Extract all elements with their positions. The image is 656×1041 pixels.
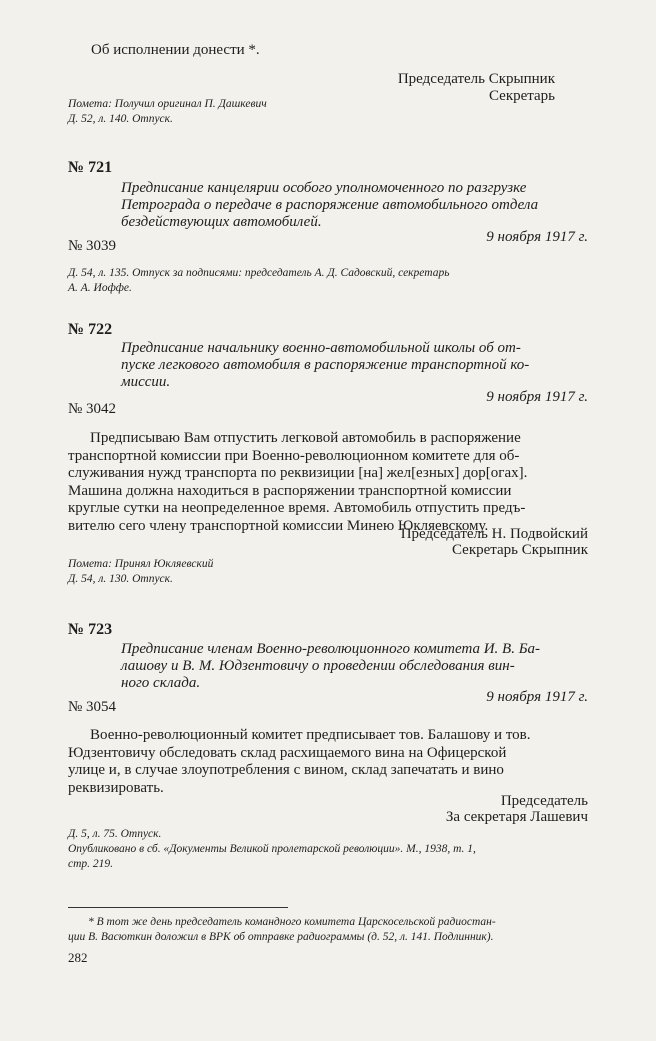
- footnote-divider: [68, 907, 288, 908]
- document-body: Предписываю Вам отпустить легковой автомобиль в распоряжение транспортной комиссии при Военно-революционном комитете для об- служивания нужд транспорта по реквизиции [на] жел[езных] дор[огах]. Машина должна находиться в распоряжении транспортной комиссии круглые сутки на неопределенное время. Автомобиль отпустить предъ- вителю сего члену транспортной комиссии Минею Юкляевскому.: [68, 430, 528, 534]
- document-title: Предписание канцелярии особого уполномоченного по разгрузке Петрограда о передаче в распоряжение автомобильного отдела бездействующих автомобилей.: [121, 180, 539, 230]
- signature-secretary: Секретарь Скрыпник: [451, 542, 588, 558]
- document-number: № 721: [68, 159, 113, 176]
- document-body: Военно-революционный комитет предписывает тов. Балашову и тов. Юдзентовичу обследовать склад расхищаемого вина на Офицерской улице и, в случае злоупотребления с вином, склад запечатать и вино реквизировать.: [68, 727, 531, 796]
- archive-note: Помета: Принял Юкляевский: [68, 558, 214, 570]
- archive-reference: Д. 5, л. 75. Отпуск.: [68, 828, 162, 840]
- footnote: * В тот же день председатель командного комитета Царскосельской радиостан- ции В. Васюткин доложил в ВРК об отправке радиограммы (д. 52, л. 141. Подлинник).: [68, 916, 496, 943]
- signature-secretary: Секретарь: [488, 88, 555, 104]
- signature-chairman: Председатель: [500, 793, 588, 809]
- archive-reference: Д. 54, л. 135. Отпуск за подписями: председатель А. Д. Садовский, секретарь А. А. Иоффе.: [68, 267, 450, 294]
- document-title: Предписание членам Военно-революционного комитета И. В. Ба- лашову и В. М. Юдзентовичу о проведении обследования вин- ного склада.: [121, 641, 541, 691]
- signature-chairman: Председатель Н. Подвойский: [400, 526, 588, 542]
- document-date: 9 ноября 1917 г.: [486, 229, 588, 245]
- registration-number: № 3054: [68, 699, 117, 715]
- archive-note: Помета: Получил оригинал П. Дашкевич: [68, 98, 267, 110]
- registration-number: № 3042: [68, 401, 117, 417]
- archive-reference: Д. 52, л. 140. Отпуск.: [68, 113, 173, 125]
- page-number: 282: [68, 950, 88, 965]
- document-title: Предписание начальнику военно-автомобильной школы об от- пуске легкового автомобиля в распоряжение транспортной ко- миссии.: [121, 340, 530, 390]
- registration-number: № 3039: [68, 238, 117, 254]
- signature-chairman: Председатель Скрыпник: [397, 71, 555, 87]
- document-number: № 722: [68, 321, 113, 338]
- document-date: 9 ноября 1917 г.: [486, 689, 588, 705]
- archive-reference: Д. 54, л. 130. Отпуск.: [68, 573, 173, 585]
- document-number: № 723: [68, 621, 113, 638]
- publication-reference: Опубликовано в сб. «Документы Великой пролетарской революции». М., 1938, т. 1, стр. 219.: [68, 843, 476, 870]
- document-date: 9 ноября 1917 г.: [486, 389, 588, 405]
- closing-line: Об исполнении донести *.: [91, 42, 260, 58]
- signature-secretary: За секретаря Лашевич: [445, 809, 588, 825]
